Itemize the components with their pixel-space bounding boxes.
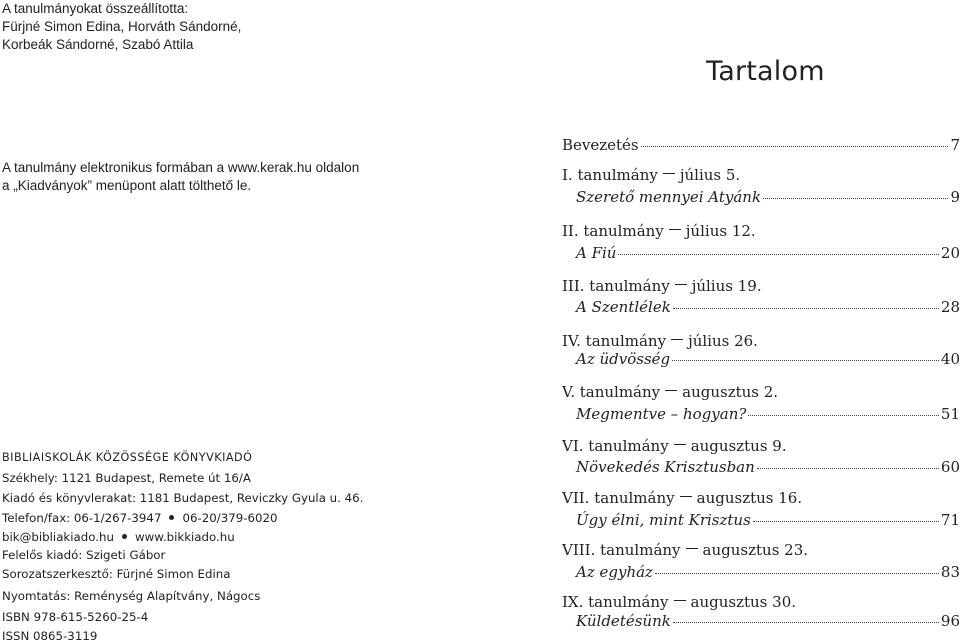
phone-mobile: 06-20/379-6020 (182, 511, 278, 525)
compilers-names-line2: Korbeák Sándorné, Szabó Attila (2, 37, 194, 52)
toc-intro-label: Bevezetés (562, 136, 639, 154)
dash-separator (671, 339, 683, 340)
leader-dots (641, 145, 949, 147)
ebook-note-line2: a „Kiadványok” menüpont alatt tölthető le. (2, 178, 252, 193)
leader-dots (757, 467, 939, 469)
toc-lesson-heading (562, 332, 960, 350)
lesson-number: IV. tanulmány (562, 332, 667, 350)
toc-page-number: 51 (940, 405, 960, 423)
toc-lesson-heading (562, 277, 960, 295)
toc-lesson-title-entry (576, 298, 960, 316)
lesson-number: III. tanulmány (562, 277, 670, 295)
lesson-date: augusztus 16. (696, 489, 803, 507)
toc-lesson-heading (562, 383, 960, 401)
lesson-number: V. tanulmány (562, 383, 661, 401)
toc-page-number: 40 (940, 350, 960, 368)
lesson-number: VIII. tanulmány (562, 541, 681, 559)
lesson-date: augusztus 23. (702, 541, 809, 559)
toc-page-number: 28 (940, 298, 960, 316)
email: bik@bibliakiado.hu (2, 530, 114, 544)
compilers-block (2, 0, 442, 54)
publisher-seat: Székhely: 1121 Budapest, Remete út 16/A (2, 471, 251, 485)
toc-lesson-title-entry (576, 458, 960, 476)
dash-separator (663, 173, 675, 174)
lesson-number: VI. tanulmány (562, 437, 669, 455)
ebook-note (2, 159, 442, 195)
compilers-label: A tanulmányokat összeállította: (2, 1, 189, 16)
toc-lesson-heading (562, 437, 960, 455)
contact-row (2, 530, 235, 544)
lesson-date: augusztus 2. (682, 383, 779, 401)
toc-page-number: 9 (950, 188, 960, 206)
lesson-title: A Fiú (576, 244, 617, 262)
lesson-date: július 12. (685, 222, 756, 240)
lesson-date: augusztus 30. (690, 593, 797, 611)
toc-page-number: 83 (940, 563, 960, 581)
lesson-number: II. tanulmány (562, 222, 664, 240)
toc-lesson-title-entry (576, 244, 960, 262)
dash-separator (669, 229, 681, 230)
lesson-title: Megmentve – hogyan? (576, 405, 747, 423)
printing-info: Nyomtatás: Reménység Alapítvány, Nágocs (2, 589, 261, 603)
toc-lesson-title-entry (576, 350, 960, 368)
publisher-warehouse: Kiadó és könyvlerakat: 1181 Budapest, Reviczky Gyula u. 46. (2, 491, 364, 505)
lesson-title: Szerető mennyei Atyánk (576, 188, 762, 206)
leader-dots (673, 307, 939, 309)
leader-dots (763, 197, 948, 199)
issn: ISSN 0865-3119 (2, 629, 98, 643)
leader-dots (618, 253, 938, 255)
lesson-number: IX. tanulmány (562, 593, 669, 611)
toc-title: Tartalom (706, 56, 825, 87)
lesson-date: július 19. (691, 277, 762, 295)
leader-dots (753, 520, 939, 522)
dash-separator (686, 548, 698, 549)
compilers-names-line1: Fürjné Simon Edina, Horváth Sándorné, (2, 19, 242, 34)
toc-lesson-title-entry (576, 188, 960, 206)
series-editor: Sorozatszerkesztő: Fürjné Simon Edina (2, 567, 231, 581)
leader-dots (748, 414, 938, 416)
ebook-note-line1: A tanulmány elektronikus formában a www.kerak.hu oldalon (2, 160, 360, 175)
responsible-publisher: Felelős kiadó: Szigeti Gábor (2, 548, 166, 562)
dash-separator (674, 600, 686, 601)
toc-lesson-title-entry (576, 511, 960, 529)
toc-lesson-heading (562, 166, 960, 184)
toc-lesson-title-entry (576, 563, 960, 581)
toc-lesson-heading (562, 541, 960, 559)
dash-separator (680, 496, 692, 497)
toc-page-number: 7 (950, 136, 960, 154)
toc-lesson-title-entry (576, 612, 960, 630)
toc-lesson-heading (562, 593, 960, 611)
isbn: ISBN 978-615-5260-25-4 (2, 610, 149, 624)
leader-dots (655, 572, 939, 574)
toc-lesson-title-entry (576, 405, 960, 423)
toc-page-number: 20 (940, 244, 960, 262)
website: www.bikkiado.hu (134, 530, 235, 544)
lesson-title: A Szentlélek (576, 298, 671, 316)
lesson-title: Az egyház (576, 563, 653, 581)
publisher-name: BIBLIAISKOLÁK KÖZÖSSÉGE KÖNYVKIADÓ (2, 451, 253, 464)
lesson-date: augusztus 9. (690, 437, 787, 455)
lesson-date: július 26. (688, 332, 758, 350)
lesson-title: Növekedés Krisztusban (576, 458, 755, 476)
lesson-title: Úgy élni, mint Krisztus (576, 511, 751, 529)
lesson-number: VII. tanulmány (562, 489, 675, 507)
bullet-icon (169, 515, 174, 520)
dash-separator (674, 444, 686, 445)
toc-intro-entry (562, 136, 960, 154)
lesson-number: I. tanulmány (562, 166, 658, 184)
lesson-title: Az üdvösség (576, 350, 671, 368)
toc-lesson-heading (562, 222, 960, 240)
leader-dots (673, 621, 939, 623)
bullet-icon (122, 534, 127, 539)
toc-page-number: 71 (940, 511, 960, 529)
lesson-date: július 5. (679, 166, 741, 184)
toc-page-number: 60 (940, 458, 960, 476)
toc-lesson-heading (562, 489, 960, 507)
phone-row (2, 511, 278, 525)
dash-separator (675, 284, 687, 285)
phone-fax: Telefon/fax: 06-1/267-3947 (2, 511, 162, 525)
leader-dots (672, 359, 939, 361)
toc-page-number: 96 (940, 612, 960, 630)
lesson-title: Küldetésünk (576, 612, 671, 630)
dash-separator (665, 390, 677, 391)
